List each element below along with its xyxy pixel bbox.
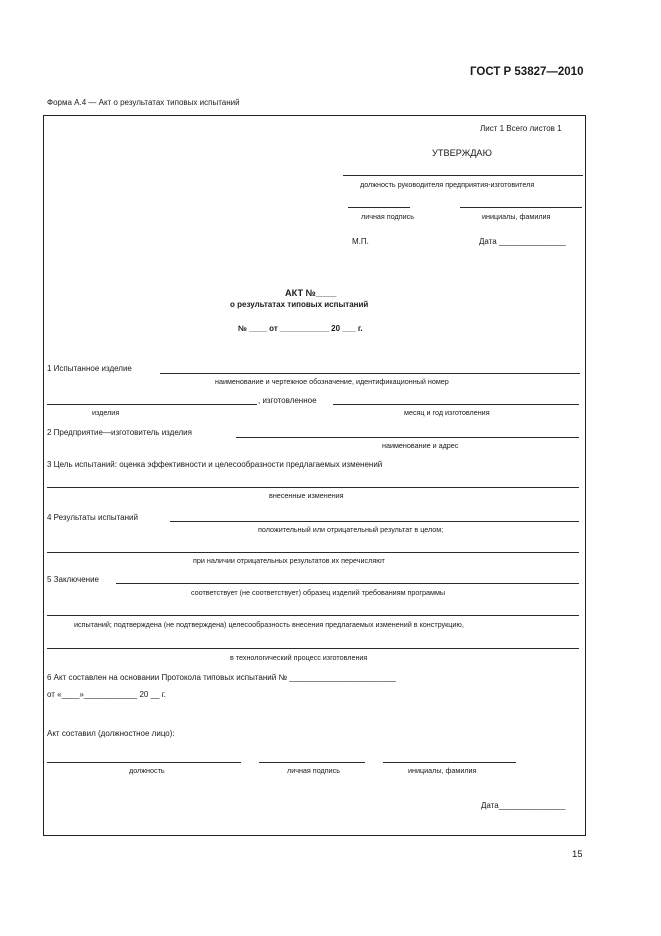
form-caption: Форма А.4 — Акт о результатах типовых испытаний (47, 98, 240, 107)
item3-label: 3 Цель испытаний: оценка эффективности и целесообразности предлагаемых изменений (47, 460, 383, 469)
approve-date[interactable]: Дата _______________ (479, 237, 566, 246)
item6-label[interactable]: 6 Акт составлен на основании Протокола типовых испытаний № ________________________ (47, 673, 397, 682)
item5-line3[interactable] (47, 648, 579, 649)
item2-hint: наименование и адрес (382, 441, 459, 450)
stamp-label: М.П. (352, 237, 369, 246)
item5-hint1: соответствует (не соответствует) образец изделий требованиям программы (191, 588, 446, 597)
initials-line[interactable] (460, 207, 582, 208)
position-line[interactable] (343, 175, 583, 176)
item1-label: 1 Испытанное изделие (47, 364, 132, 373)
item4-label: 4 Результаты испытаний (47, 513, 138, 522)
approve-title: УТВЕРЖДАЮ (432, 148, 492, 158)
item5-line[interactable] (116, 583, 579, 584)
item1-line[interactable] (160, 373, 580, 374)
signature-line[interactable] (348, 207, 410, 208)
item4-hint1: положительный или отрицательный результат в целом; (258, 525, 444, 534)
item3-hint: внесенные изменения (269, 491, 344, 500)
composer-signature-hint: личная подпись (287, 766, 340, 775)
act-number-line[interactable]: № ____ от ___________ 20 ___ г. (238, 324, 363, 333)
item5-label: 5 Заключение (47, 575, 99, 584)
position-hint: должность руководителя предприятия-изготовителя (360, 180, 535, 189)
composer-initials-line[interactable] (383, 762, 516, 763)
item1-hint: наименование и чертежное обозначение, идентификационный номер (215, 377, 449, 386)
composer-signature-line[interactable] (259, 762, 365, 763)
item6-date[interactable]: от «____»____________ 20 __ г. (47, 690, 166, 699)
initials-hint: инициалы, фамилия (482, 212, 551, 221)
item1-product-line[interactable] (47, 404, 257, 405)
act-title: АКТ №____ (285, 288, 337, 298)
item4-hint2: при наличии отрицательных результатов их перечисляют (193, 556, 385, 565)
form-frame (43, 115, 586, 836)
act-subtitle: о результатах типовых испытаний (230, 300, 369, 309)
item5-line2[interactable] (47, 615, 579, 616)
item1-hint-product: изделия (92, 408, 120, 417)
composer-position-line[interactable] (47, 762, 241, 763)
standard-number: ГОСТ Р 53827—2010 (470, 66, 584, 78)
item1-date-line[interactable] (333, 404, 579, 405)
composed-label: Акт составил (должностное лицо): (47, 729, 175, 738)
item1-made: , изготовленное (258, 396, 317, 405)
composer-date[interactable]: Дата_______________ (481, 801, 566, 810)
item4-line2[interactable] (47, 552, 579, 553)
composer-position-hint: должность (129, 766, 165, 775)
item5-hint3: в технологический процесс изготовления (230, 653, 368, 662)
item2-line[interactable] (236, 437, 579, 438)
page-number: 15 (572, 849, 583, 860)
item3-line[interactable] (47, 487, 579, 488)
item5-hint2: испытаний; подтверждена (не подтверждена) целесообразность внесения предлагаемых изменений в конструкцию, (74, 620, 464, 629)
item2-label: 2 Предприятие—изготовитель изделия (47, 428, 192, 437)
item4-line[interactable] (170, 521, 579, 522)
sheet-info: Лист 1 Всего листов 1 (480, 124, 562, 133)
signature-hint: личная подпись (361, 212, 414, 221)
item1-hint-date: месяц и год изготовления (404, 408, 490, 417)
composer-initials-hint: инициалы, фамилия (408, 766, 477, 775)
